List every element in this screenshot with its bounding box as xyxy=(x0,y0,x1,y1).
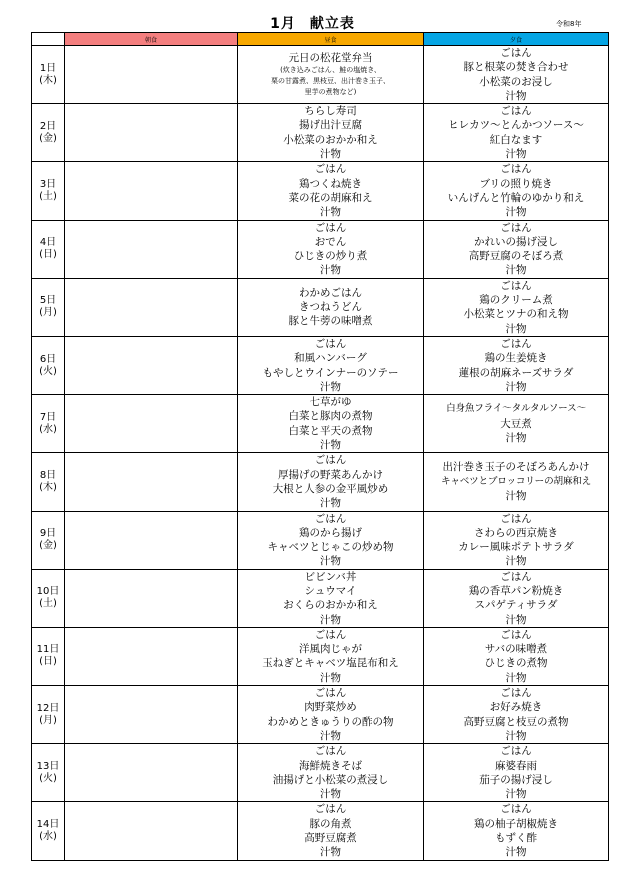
dinner-dish: いんげんと竹輪のゆかり和え xyxy=(447,191,585,204)
breakfast-cell xyxy=(65,453,238,511)
day-row xyxy=(32,46,609,104)
lunch-dish: 汁物 xyxy=(320,497,341,510)
day-of-week: (日) xyxy=(39,656,57,668)
breakfast-cell xyxy=(65,46,238,104)
day-of-week: (火) xyxy=(39,365,57,377)
lunch-dish: 七草がゆ xyxy=(309,396,352,409)
lunch-cell xyxy=(238,395,424,453)
dinner-dish: 汁物 xyxy=(505,555,527,568)
breakfast-cell xyxy=(65,802,238,860)
dinner-dish: 出汁巻き玉子のそぼろあんかけ xyxy=(442,461,590,474)
lunch-dish: 汁物 xyxy=(320,264,341,277)
lunch-dish: 揚げ出汁豆腐 xyxy=(299,119,362,132)
lunch-dish: 洋風肉じゃが xyxy=(299,643,362,656)
dinner-dish: ブリの照り焼き xyxy=(479,177,553,190)
lunch-dish: ごはん xyxy=(314,745,347,758)
lunch-dish: ごはん xyxy=(314,163,347,176)
lunch-dish: ごはん xyxy=(314,687,347,700)
day-number: 8日 xyxy=(39,469,57,481)
day-row xyxy=(32,744,609,802)
dinner-dish: 鶏のクリーム煮 xyxy=(479,294,553,307)
lunch-dish: おくらのおかか和え xyxy=(283,599,378,612)
date-cell xyxy=(32,511,65,569)
day-number: 10日 xyxy=(36,586,60,598)
lunch-dish: 汁物 xyxy=(320,729,341,742)
lunch-dish: 油揚げと小松菜の煮浸し xyxy=(272,773,389,786)
day-row xyxy=(32,511,609,569)
day-row xyxy=(32,395,609,453)
lunch-dish: 大根と人参の金平風炒め xyxy=(272,482,389,495)
day-number: 12日 xyxy=(36,702,60,714)
lunch-cell xyxy=(238,511,424,569)
lunch-dish: 豚の角煮 xyxy=(309,817,352,830)
day-number: 13日 xyxy=(36,760,60,772)
day-number: 3日 xyxy=(39,178,57,190)
breakfast-cell xyxy=(65,278,238,336)
dinner-dish: 汁物 xyxy=(505,490,527,503)
dinner-cell xyxy=(424,744,609,802)
dinner-dish: 豚と根菜の焚き合わせ xyxy=(463,61,569,74)
lunch-note: (炊き込みごはん、鮭の塩焼き、 xyxy=(280,66,381,75)
date-cell xyxy=(32,569,65,627)
lunch-dish: 高野豆腐煮 xyxy=(304,832,357,845)
lunch-cell xyxy=(238,104,424,162)
date-cell xyxy=(32,686,65,744)
day-of-week: (木) xyxy=(39,481,57,493)
lunch-dish: 厚揚げの野菜あんかけ xyxy=(278,468,383,481)
day-of-week: (土) xyxy=(39,598,57,610)
dinner-dish: ごはん xyxy=(500,628,532,641)
lunch-dish: 汁物 xyxy=(320,613,341,626)
lunch-cell xyxy=(238,569,424,627)
lunch-dish: 汁物 xyxy=(320,206,341,219)
dinner-cell xyxy=(424,278,609,336)
date-cell xyxy=(32,627,65,685)
lunch-dish: 海鮮焼きそば xyxy=(299,759,362,772)
lunch-dish: 白菜と豚肉の煮物 xyxy=(288,410,373,423)
breakfast-header: 朝食 xyxy=(65,33,238,46)
dinner-dish: もずく酢 xyxy=(495,832,537,845)
day-of-week: (木) xyxy=(39,74,57,86)
date-cell xyxy=(32,46,65,104)
dinner-dish: 汁物 xyxy=(505,729,527,742)
dinner-dish: 茄子の揚げ浸し xyxy=(479,773,553,786)
date-cell xyxy=(32,802,65,860)
lunch-cell xyxy=(238,46,424,104)
lunch-header: 昼食 xyxy=(238,33,424,46)
lunch-dish: ごはん xyxy=(314,628,347,641)
title-month: 1月 xyxy=(270,16,296,32)
day-row xyxy=(32,802,609,860)
dinner-dish: ごはん xyxy=(500,803,532,816)
day-row xyxy=(32,220,609,278)
dinner-dish: 鶏の柚子胡椒焼き xyxy=(474,817,558,830)
dinner-dish: 大豆煮 xyxy=(500,417,532,430)
lunch-dish: 汁物 xyxy=(320,380,341,393)
date-cell xyxy=(32,453,65,511)
lunch-cell xyxy=(238,336,424,394)
dinner-dish: 麻婆春雨 xyxy=(495,759,537,772)
day-row xyxy=(32,336,609,394)
dinner-dish: 鶏の香草パン粉焼き xyxy=(468,584,564,597)
dinner-dish: 紅白なます xyxy=(489,133,543,146)
day-number: 2日 xyxy=(39,120,57,132)
lunch-dish: きつねうどん xyxy=(299,301,362,314)
dinner-dish: 汁物 xyxy=(505,431,527,444)
lunch-dish: 汁物 xyxy=(320,555,341,568)
lunch-note: 里芋の煮物など) xyxy=(304,88,357,97)
dinner-dish: ごはん xyxy=(500,687,532,700)
dinner-dish: ごはん xyxy=(500,745,532,758)
day-of-week: (水) xyxy=(39,423,57,435)
lunch-dish: ごはん xyxy=(314,512,347,525)
dinner-dish: 汁物 xyxy=(505,380,527,393)
lunch-dish: 小松菜のおかか和え xyxy=(283,133,378,146)
lunch-dish: 肉野菜炒め xyxy=(304,701,357,714)
day-number: 1日 xyxy=(39,62,57,74)
page-title xyxy=(0,13,625,33)
dinner-dish: ごはん xyxy=(500,337,532,350)
dinner-header: 夕食 xyxy=(424,33,609,46)
dinner-dish: 高野豆腐のそぼろ煮 xyxy=(468,250,564,263)
dinner-dish: 小松菜とツナの和え物 xyxy=(463,308,569,321)
dinner-dish: 汁物 xyxy=(505,613,527,626)
breakfast-cell xyxy=(65,104,238,162)
dinner-dish: キャベツとブロッコリーの胡麻和え xyxy=(440,475,592,487)
dinner-dish: ごはん xyxy=(500,47,532,59)
lunch-dish: キャベツとじゃこの炒め物 xyxy=(267,541,394,554)
date-header xyxy=(32,33,65,46)
day-number: 5日 xyxy=(39,295,57,307)
date-cell xyxy=(32,744,65,802)
breakfast-cell xyxy=(65,569,238,627)
lunch-dish: わかめときゅうりの酢の物 xyxy=(267,715,394,728)
lunch-dish: 元日の松花堂弁当 xyxy=(288,51,373,64)
day-row xyxy=(32,453,609,511)
lunch-dish: 汁物 xyxy=(320,439,341,452)
date-cell xyxy=(32,395,65,453)
dinner-dish: 汁物 xyxy=(505,322,527,335)
date-cell xyxy=(32,220,65,278)
dinner-cell xyxy=(424,104,609,162)
breakfast-cell xyxy=(65,162,238,220)
day-of-week: (月) xyxy=(39,714,57,726)
title-text: 献立表 xyxy=(309,16,355,32)
menu-body xyxy=(32,46,609,861)
lunch-dish: 汁物 xyxy=(320,671,341,684)
dinner-dish: ごはん xyxy=(500,105,532,118)
lunch-cell xyxy=(238,627,424,685)
day-row xyxy=(32,569,609,627)
lunch-dish: ごはん xyxy=(314,803,347,816)
menu-table xyxy=(31,32,609,861)
day-of-week: (日) xyxy=(39,249,57,261)
lunch-dish: ひじきの炒り煮 xyxy=(293,250,368,263)
lunch-dish: ちらし寿司 xyxy=(304,105,357,118)
lunch-cell xyxy=(238,162,424,220)
breakfast-cell xyxy=(65,744,238,802)
dinner-dish: 汁物 xyxy=(505,846,527,859)
dinner-dish: 汁物 xyxy=(505,264,527,277)
breakfast-cell xyxy=(65,220,238,278)
breakfast-cell xyxy=(65,395,238,453)
day-row xyxy=(32,104,609,162)
lunch-dish: ごはん xyxy=(314,454,347,467)
date-cell xyxy=(32,162,65,220)
dinner-dish: 蓮根の胡麻ネーズサラダ xyxy=(458,366,574,379)
dinner-cell xyxy=(424,46,609,104)
lunch-dish: ビビンバ丼 xyxy=(304,570,357,583)
dinner-dish: ごはん xyxy=(500,163,532,176)
dinner-dish: ヒレカツ～とんかつソース～ xyxy=(448,119,584,132)
dinner-dish: ごはん xyxy=(500,512,532,525)
date-cell xyxy=(32,278,65,336)
dinner-cell xyxy=(424,569,609,627)
date-cell xyxy=(32,336,65,394)
day-number: 11日 xyxy=(36,644,60,656)
day-of-week: (金) xyxy=(39,132,57,144)
dinner-dish: 汁物 xyxy=(505,148,527,161)
era-label: 令和8年 xyxy=(556,20,582,28)
lunch-dish: おでん xyxy=(314,235,347,248)
dinner-dish: ごはん xyxy=(500,221,532,234)
date-cell xyxy=(32,104,65,162)
lunch-dish: 白菜と平天の煮物 xyxy=(288,424,373,437)
lunch-cell xyxy=(238,278,424,336)
day-of-week: (月) xyxy=(39,307,57,319)
dinner-dish: スパゲティサラダ xyxy=(474,599,558,612)
lunch-dish: 和風ハンバーグ xyxy=(294,352,367,365)
breakfast-cell xyxy=(65,336,238,394)
dinner-dish: ごはん xyxy=(500,279,532,292)
dinner-dish: 白身魚フライ～タルタルソース～ xyxy=(446,403,586,415)
dinner-cell xyxy=(424,220,609,278)
dinner-dish: 汁物 xyxy=(505,788,527,801)
header-row xyxy=(32,33,609,46)
lunch-dish: 汁物 xyxy=(320,148,341,161)
dinner-dish: 小松菜のお浸し xyxy=(479,75,553,88)
dinner-cell xyxy=(424,162,609,220)
dinner-dish: 汁物 xyxy=(505,89,527,102)
day-of-week: (土) xyxy=(39,190,57,202)
dinner-cell xyxy=(424,627,609,685)
day-number: 14日 xyxy=(36,819,60,831)
day-row xyxy=(32,627,609,685)
lunch-dish: 菜の花の胡麻和え xyxy=(288,191,373,204)
breakfast-cell xyxy=(65,511,238,569)
dinner-dish: 汁物 xyxy=(505,206,527,219)
dinner-dish: 汁物 xyxy=(505,671,527,684)
day-number: 4日 xyxy=(39,237,57,249)
lunch-dish: もやしとウインナーのソテー xyxy=(262,366,399,379)
lunch-dish: ごはん xyxy=(314,337,347,350)
dinner-dish: かれいの揚げ浸し xyxy=(474,235,558,248)
lunch-cell xyxy=(238,220,424,278)
lunch-dish: シュウマイ xyxy=(304,584,357,597)
lunch-cell xyxy=(238,453,424,511)
dinner-dish: 高野豆腐と枝豆の煮物 xyxy=(463,715,569,728)
lunch-dish: 玉ねぎとキャベツ塩昆布和え xyxy=(262,657,399,670)
dinner-dish: カレー風味ポテトサラダ xyxy=(458,541,574,554)
dinner-cell xyxy=(424,686,609,744)
lunch-dish: 鶏つくね焼き xyxy=(299,177,362,190)
day-row xyxy=(32,162,609,220)
day-number: 6日 xyxy=(39,353,57,365)
day-of-week: (水) xyxy=(39,831,57,843)
dinner-dish: お好み焼き xyxy=(489,701,543,714)
dinner-cell xyxy=(424,511,609,569)
dinner-cell xyxy=(424,395,609,453)
dinner-dish: さわらの西京焼き xyxy=(474,526,558,539)
dinner-dish: ひじきの煮物 xyxy=(484,657,548,670)
lunch-dish: 汁物 xyxy=(320,788,341,801)
lunch-dish: ごはん xyxy=(314,221,347,234)
lunch-dish: 汁物 xyxy=(320,846,341,859)
dinner-dish: サバの味噌煮 xyxy=(484,643,548,656)
dinner-dish: ごはん xyxy=(500,570,532,583)
lunch-cell xyxy=(238,686,424,744)
lunch-dish: 豚と牛蒡の味噌煮 xyxy=(288,315,373,328)
day-number: 9日 xyxy=(39,528,57,540)
day-row xyxy=(32,686,609,744)
lunch-dish: 鶏のから揚げ xyxy=(299,526,362,539)
day-of-week: (火) xyxy=(39,772,57,784)
dinner-cell xyxy=(424,802,609,860)
day-number: 7日 xyxy=(39,411,57,423)
day-row xyxy=(32,278,609,336)
lunch-dish: わかめごはん xyxy=(299,286,362,299)
lunch-note: 栗の甘露煮、黒枝豆、出汁巻き玉子、 xyxy=(271,77,390,86)
dinner-dish: 鶏の生姜焼き xyxy=(484,352,548,365)
lunch-cell xyxy=(238,802,424,860)
breakfast-cell xyxy=(65,627,238,685)
day-of-week: (金) xyxy=(39,540,57,552)
breakfast-cell xyxy=(65,686,238,744)
dinner-cell xyxy=(424,453,609,511)
dinner-cell xyxy=(424,336,609,394)
lunch-cell xyxy=(238,744,424,802)
